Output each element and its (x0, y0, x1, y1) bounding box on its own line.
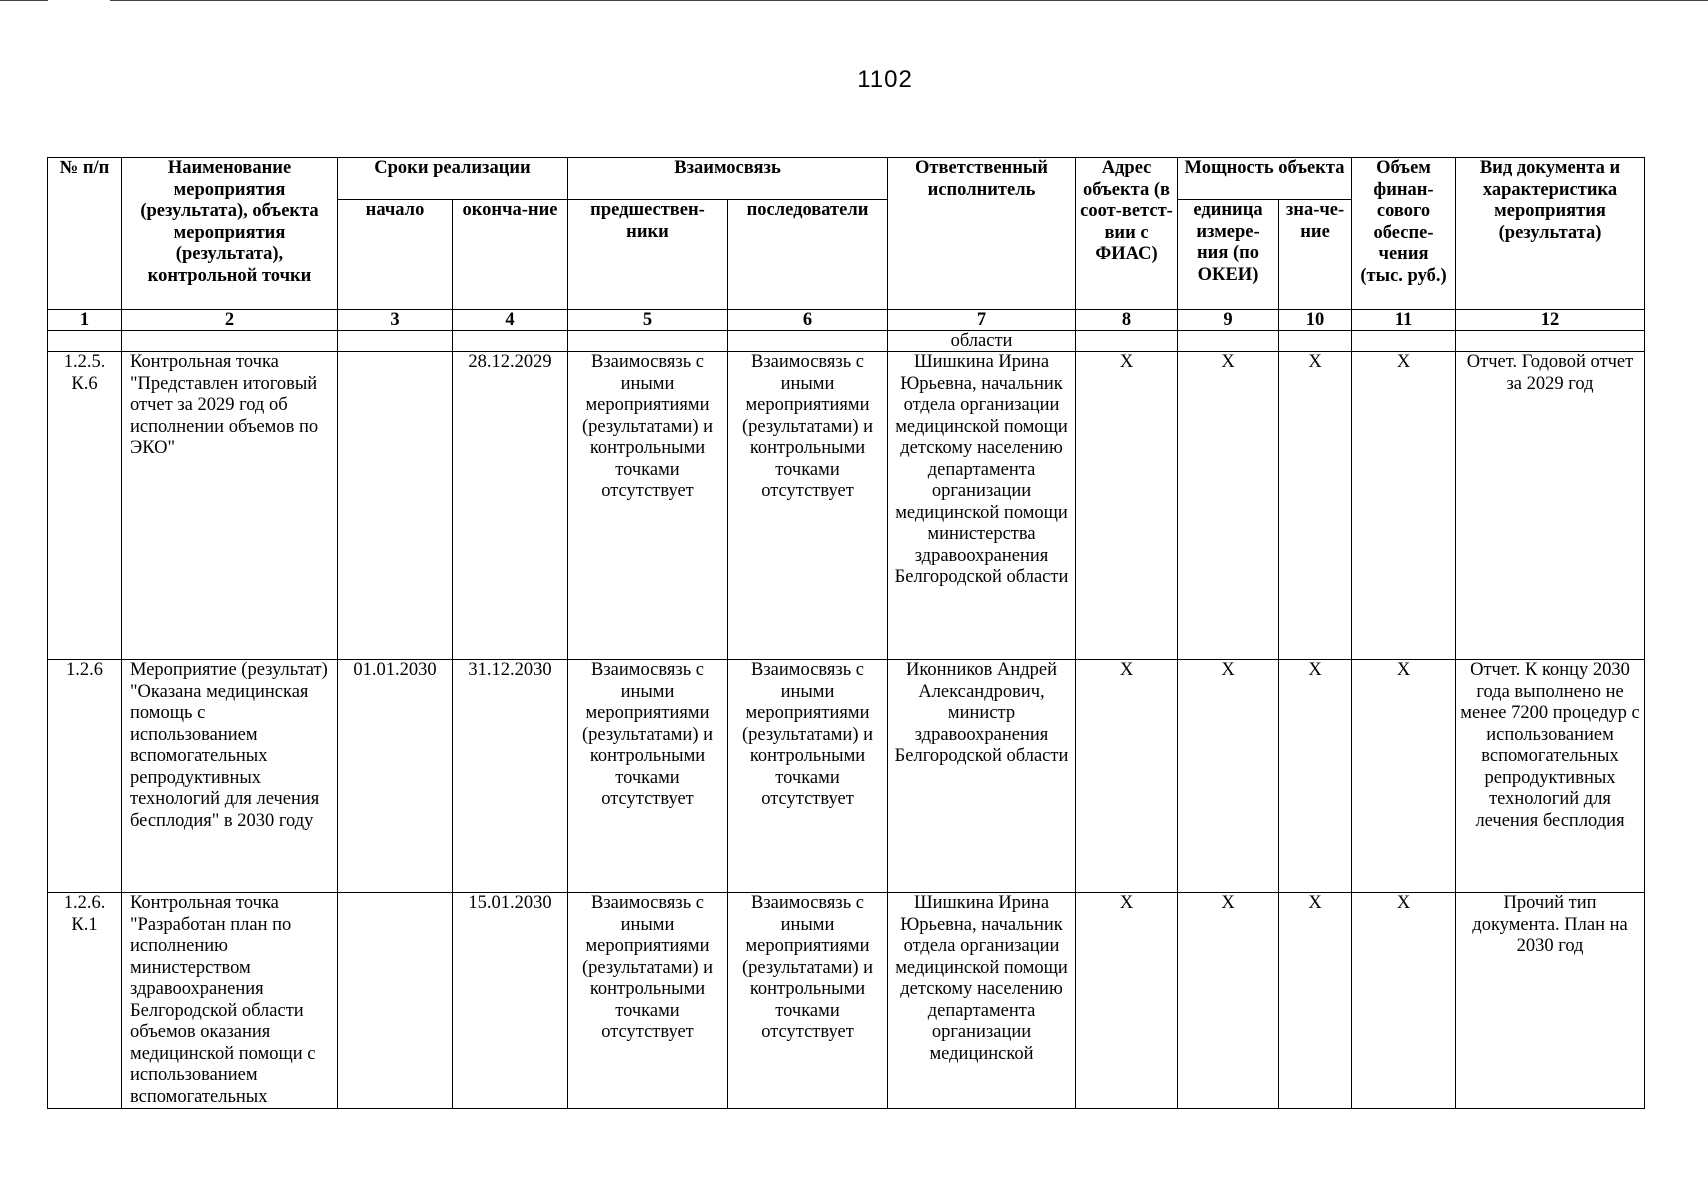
continuation-text: области (888, 331, 1076, 352)
header-link: Взаимосвязь (568, 158, 888, 200)
row-start (338, 893, 453, 1109)
row-num: 1.2.5. К.6 (48, 352, 122, 660)
header-successors: последователи (728, 200, 888, 310)
row-end: 15.01.2030 (453, 893, 568, 1109)
column-number: 6 (728, 310, 888, 331)
plan-table (47, 157, 1645, 1109)
row-num: 1.2.6. К.1 (48, 893, 122, 1109)
row-value: Х (1279, 352, 1352, 660)
column-number: 7 (888, 310, 1076, 331)
row-doc-type: Отчет. Годовой отчет за 2029 год (1456, 352, 1645, 660)
row-unit: Х (1178, 352, 1279, 660)
row-end: 28.12.2029 (453, 352, 568, 660)
row-start (338, 352, 453, 660)
row-predecessors: Взаимосвязь с иными мероприятиями (результатами) и контрольными точками отсутствует (568, 352, 728, 660)
row-start: 01.01.2030 (338, 660, 453, 893)
header-end: оконча-ние (453, 200, 568, 310)
row-address: Х (1076, 660, 1178, 893)
header-terms: Сроки реализации (338, 158, 568, 200)
row-value: Х (1279, 660, 1352, 893)
table-row (48, 660, 1645, 893)
row-successors: Взаимосвязь с иными мероприятиями (результатами) и контрольными точками отсутствует (728, 660, 888, 893)
row-predecessors: Взаимосвязь с иными мероприятиями (результатами) и контрольными точками отсутствует (568, 893, 728, 1109)
header-responsible: Ответственный исполнитель (888, 158, 1076, 310)
column-number: 10 (1279, 310, 1352, 331)
row-name: Контрольная точка "Представлен итоговый отчет за 2029 год об исполнении объемов по ЭКО" (122, 352, 338, 660)
column-number: 9 (1178, 310, 1279, 331)
column-number: 3 (338, 310, 453, 331)
row-num: 1.2.6 (48, 660, 122, 893)
row-doc-type: Отчет. К концу 2030 года выполнено не менее 7200 процедур с использованием вспомогательных репродуктивных технологий для лечения бесплодия (1456, 660, 1645, 893)
header-address: Адрес объекта (в соот-ветст-вии с ФИАС) (1076, 158, 1178, 310)
row-responsible: Шишкина Ирина Юрьевна, начальник отдела организации медицинской помощи детскому населению департамента организации медицинской (888, 893, 1076, 1109)
row-address: Х (1076, 352, 1178, 660)
header-finance: Объем финан-сового обеспе-чения (тыс. руб.) (1352, 158, 1456, 310)
row-successors: Взаимосвязь с иными мероприятиями (результатами) и контрольными точками отсутствует (728, 893, 888, 1109)
row-finance: Х (1352, 893, 1456, 1109)
header-row (48, 158, 1645, 200)
row-responsible: Шишкина Ирина Юрьевна, начальник отдела организации медицинской помощи детскому населению департамента организации медицинской помощи министерства здравоохранения Белгородской области (888, 352, 1076, 660)
column-number: 2 (122, 310, 338, 331)
header-predecessors: предшествен-ники (568, 200, 728, 310)
column-number-row (48, 310, 1645, 331)
column-number: 5 (568, 310, 728, 331)
header-value: зна-че-ние (1279, 200, 1352, 310)
header-num: № п/п (48, 158, 122, 310)
row-successors: Взаимосвязь с иными мероприятиями (результатами) и контрольными точками отсутствует (728, 352, 888, 660)
column-number: 1 (48, 310, 122, 331)
row-finance: Х (1352, 660, 1456, 893)
header-name: Наименование мероприятия (результата), объекта мероприятия (результата), контрольной точки (122, 158, 338, 310)
header-capacity: Мощность объекта (1178, 158, 1352, 200)
header-unit: единица измере-ния (по ОКЕИ) (1178, 200, 1279, 310)
column-number: 4 (453, 310, 568, 331)
row-unit: Х (1178, 893, 1279, 1109)
row-name: Мероприятие (результат) "Оказана медицинская помощь с использованием вспомогательных репродуктивных технологий для лечения бесплодия" в 2030 году (122, 660, 338, 893)
column-number: 8 (1076, 310, 1178, 331)
column-number: 11 (1352, 310, 1456, 331)
table-row (48, 352, 1645, 660)
continuation-row (48, 331, 1645, 352)
header-start: начало (338, 200, 453, 310)
page-number: 1102 (857, 66, 913, 93)
row-finance: Х (1352, 352, 1456, 660)
top-edge-line (110, 0, 1708, 1)
row-responsible: Иконников Андрей Александрович, министр здравоохранения Белгородской области (888, 660, 1076, 893)
top-edge-line (0, 0, 48, 1)
row-value: Х (1279, 893, 1352, 1109)
table-row (48, 893, 1645, 1109)
column-number: 12 (1456, 310, 1645, 331)
row-doc-type: Прочий тип документа. План на 2030 год (1456, 893, 1645, 1109)
row-end: 31.12.2030 (453, 660, 568, 893)
header-doc-type: Вид документа и характеристика мероприятия (результата) (1456, 158, 1645, 310)
row-name: Контрольная точка "Разработан план по исполнению министерством здравоохранения Белгородской области объемов оказания медицинской помощи с использованием вспомогательных (122, 893, 338, 1109)
row-address: Х (1076, 893, 1178, 1109)
row-unit: Х (1178, 660, 1279, 893)
row-predecessors: Взаимосвязь с иными мероприятиями (результатами) и контрольными точками отсутствует (568, 660, 728, 893)
